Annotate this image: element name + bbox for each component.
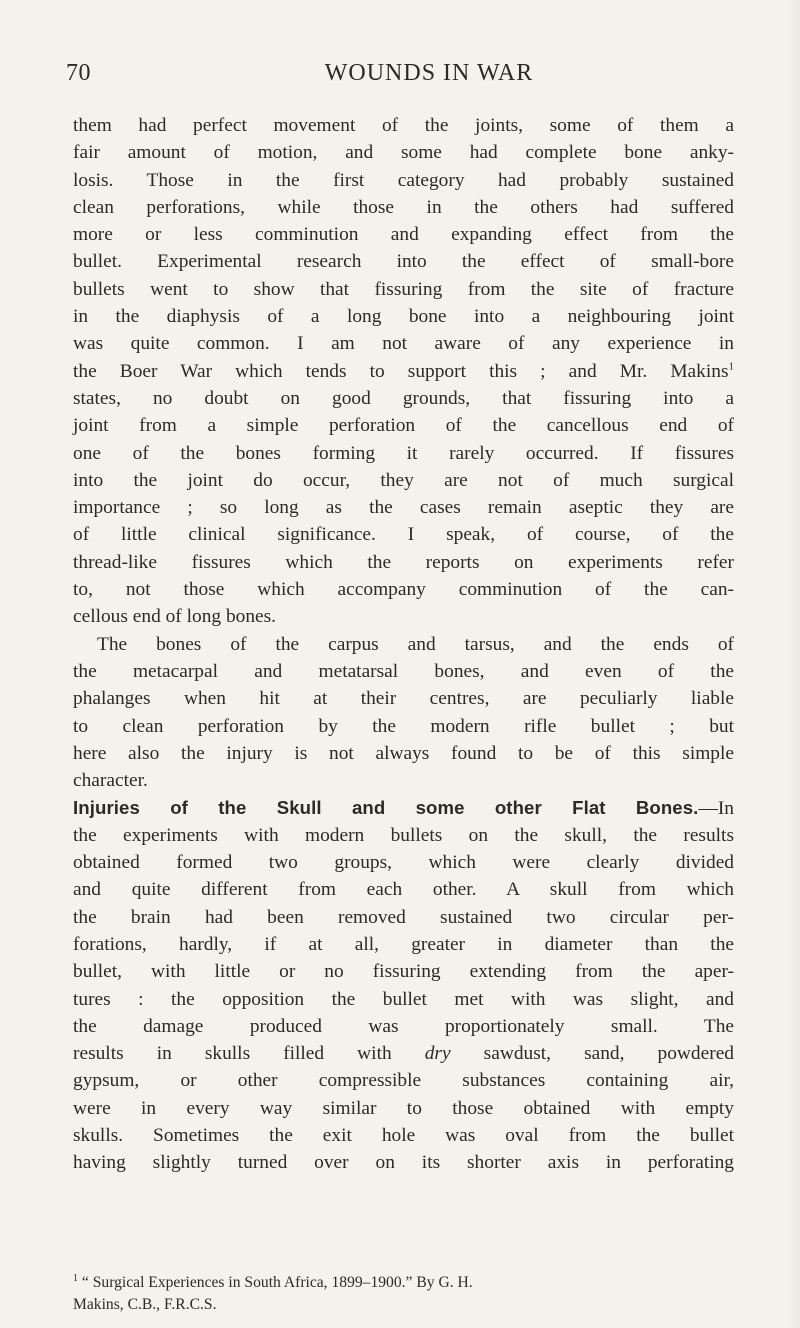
text-line: forations, hardly, if at all, greater in diameter than the [73,933,734,955]
text-line: joint from a simple perforation of the cancellous end of [73,415,734,437]
running-title: WOUNDS IN WAR [324,60,534,86]
text-line: the brain had been removed sustained two circular per- [73,906,734,928]
text-line: fair amount of motion, and some had complete bone anky- [73,142,734,164]
text-line: The bones of the carpus and tarsus, and the ends of [97,633,734,655]
footnote [73,1272,734,1316]
text-line: one of the bones forming it rarely occurred. If fissures [73,442,734,464]
text-line: phalanges when hit at their centres, are peculiarly liable [73,688,734,710]
text-line: bullet. Experimental research into the effect of small-bore [73,251,734,273]
text-line: bullets went to show that fissuring from the site of fracture [73,278,734,300]
text-line: states, no doubt on good grounds, that fissuring into a [73,387,734,409]
text-line: skulls. Sometimes the exit hole was oval from the bullet [73,1124,734,1146]
text-line-with-footnote-ref [73,358,734,385]
text-fragment: the Boer War which tends to support this ; and Mr. Makins [73,360,729,382]
section-heading: Injuries of the Skull and some other Flat Bones. [73,797,699,819]
footnote-line: Makins, C.B., F.R.C.S. [73,1296,217,1313]
text-line: the experiments with modern bullets on the skull, the results [73,824,734,846]
text-line: tures : the opposition the bullet met with was slight, and [73,988,734,1010]
text-line: them had perfect movement of the joints, some of them a [73,115,734,136]
footnote-line [73,1272,734,1294]
text-line: clean perforations, while those in the others had suffered [73,196,734,218]
text-line: here also the injury is not always found to be of this simple [73,742,734,764]
text-fragment: sawdust, sand, powdered [450,1043,734,1065]
text-line: thread-like fissures which the reports on experiments refer [73,551,734,573]
footnote-text: “ Surgical Experiences in South Africa, 1899–1900.” By G. H. [81,1274,473,1291]
page-edge-shadow [786,0,800,1328]
text-line: character. [73,770,148,792]
text-line: to, not those which accompany comminution of the can- [73,579,734,601]
italic-word: dry [424,1043,451,1065]
text-line: and quite different from each other. A skull from which [73,879,734,901]
text-line: more or less comminution and expanding effect from the [73,224,734,246]
text-line-with-italic [73,1040,734,1067]
text-line: in the diaphysis of a long bone into a neighbouring joint [73,306,734,328]
text-fragment: results in skulls filled with [73,1043,425,1065]
text-line: to clean perforation by the modern rifle bullet ; but [73,715,734,737]
text-line: losis. Those in the first category had probably sustained [73,169,734,191]
text-line: gypsum, or other compressible substances containing air, [73,1070,734,1092]
running-head [66,60,736,94]
text-line: obtained formed two groups, which were clearly divided [73,852,734,874]
text-line: into the joint do occur, they are not of much surgical [73,469,734,491]
text-line: having slightly turned over on its shorter axis in perforating [73,1152,734,1174]
body-text [73,112,734,1177]
text-fragment: —In [698,798,734,820]
text-line: was quite common. I am not aware of any experience in [73,333,734,355]
text-line: the damage produced was proportionately small. The [73,1015,734,1037]
footnote-marker: 1 [73,1272,78,1284]
page-number: 70 [66,60,91,86]
text-line: the metacarpal and metatarsal bones, and even of the [73,660,734,682]
text-line: cellous end of long bones. [73,606,277,628]
footnote-reference[interactable]: 1 [728,360,734,373]
section-heading-line [73,794,734,821]
text-line: of little clinical significance. I speak, of course, of the [73,524,734,546]
text-line: bullet, with little or no fissuring extending from the aper- [73,961,734,983]
text-line: were in every way similar to those obtained with empty [73,1097,734,1119]
text-line: importance ; so long as the cases remain aseptic they are [73,497,734,519]
